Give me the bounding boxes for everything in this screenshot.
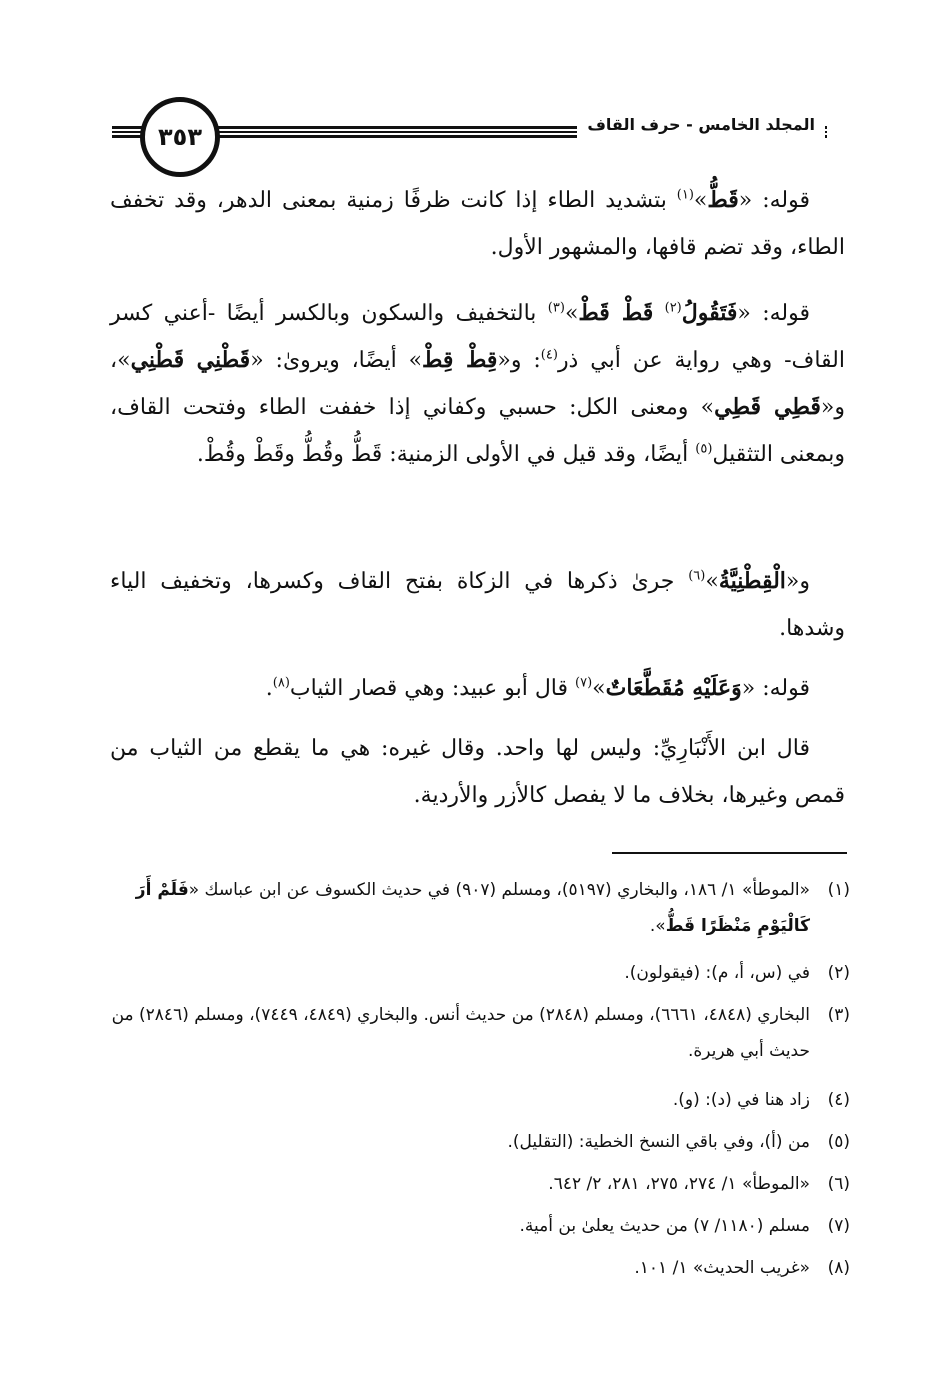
- footnote-2: [110, 955, 850, 991]
- headword: قَطْنِي قَطْنِي: [130, 347, 251, 373]
- footnote-6: [110, 1166, 850, 1202]
- footnote-number: (٤): [827, 1090, 850, 1110]
- footnote-ref[interactable]: (٢): [664, 300, 682, 316]
- footnote-number: (٨): [827, 1258, 850, 1278]
- footnote-text: «غريب الحديث» ١/ ١٠١.: [634, 1258, 810, 1278]
- page-number-text: ٣٥٣: [158, 123, 202, 151]
- footnote-quote: فَلَمْ أَرَ كَالْيَوْمِ مَنْظَرًا قَطُّ: [135, 880, 810, 936]
- footnote-4: [110, 1082, 850, 1118]
- paragraph-text: أيضًا، وقد قيل في الأولى الزمنية: قَطُّ وقُطُّ وقَطْ وقُطْ.: [196, 442, 696, 467]
- footnote-ref[interactable]: (٤): [540, 347, 558, 363]
- paragraph-text: » أيضًا، ويروىٰ: «: [250, 348, 423, 373]
- quote-close: »: [693, 188, 708, 213]
- footnote-ref[interactable]: (٣): [547, 300, 565, 316]
- footnote-number: (٣): [827, 1005, 850, 1025]
- footnote-ref[interactable]: (٥): [695, 441, 713, 457]
- footnote-body: ».: [649, 916, 666, 936]
- quote-close: »: [564, 301, 579, 326]
- footnote-8: [110, 1250, 850, 1286]
- footnote-ref[interactable]: (٦): [688, 568, 706, 584]
- footnote-text: البخاري (٤٨٤٨، ٦٦٦١)، ومسلم (٢٨٤٨) من حديث أنس. والبخاري (٤٨٤٩، ٧٤٤٩)، ومسلم (٢٨٤٦) من حديث أبي هريرة.: [111, 1005, 810, 1061]
- footnote-number: (٥): [827, 1132, 850, 1152]
- footnote-text: [110, 872, 810, 944]
- headword: فَتَقُولُ: [681, 300, 738, 326]
- quote-open: و«: [785, 569, 810, 594]
- footnote-text: في (س، أ، م): (فيقولون).: [624, 963, 810, 983]
- headword: قَطُّ: [707, 187, 739, 213]
- footnote-text: «الموطأ» ١/ ٢٧٤، ٢٧٥، ٢٨١، ٢/ ٦٤٢.: [548, 1174, 810, 1194]
- page-number: [140, 97, 220, 177]
- headword: قِطْ قِطْ: [422, 347, 498, 373]
- quote-close: »: [592, 676, 606, 701]
- running-header-title: المجلد الخامس - حرف القاف: [577, 112, 825, 138]
- paragraph-qatt: [110, 177, 845, 271]
- paragraph-qat-qat: [110, 290, 845, 478]
- footnote-text: من (أ)، وفي باقي النسخ الخطية: (التقليل).: [507, 1132, 810, 1152]
- footnote-text: زاد هنا في (د): (و).: [672, 1090, 810, 1110]
- footnote-5: [110, 1124, 850, 1160]
- headword: وَعَلَيْهِ مُقَطَّعَاتٌ: [605, 675, 742, 701]
- footnote-1: [110, 872, 850, 944]
- paragraph-text: بالتخفيف والسكون وبالكسر أيضًا -أعني كسر القاف- وهي رواية عن أبي ذر: [110, 301, 845, 373]
- footnote-ref[interactable]: (١): [676, 187, 694, 203]
- footnote-number: (٢): [827, 963, 850, 983]
- quote-open: قوله: «: [737, 301, 811, 326]
- footnote-ref[interactable]: (٨): [272, 675, 290, 691]
- paragraph-text: جرىٰ ذكرها في الزكاة بفتح القاف وكسرها، وتخفيف الياء وشدها.: [110, 569, 845, 641]
- footnote-text: مسلم (١١٨٠/ ٧) من حديث يعلىٰ بن أمية.: [519, 1216, 810, 1236]
- headword: الْقِطْنِيَّةُ: [718, 568, 786, 594]
- paragraph-text: »، و«: [110, 348, 845, 420]
- paragraph-text: بتشديد الطاء إذا كانت ظرفًا زمنية بمعنى الدهر، وقد تخفف الطاء، وقد تضم قافها، والمشهور الأول.: [110, 188, 845, 260]
- paragraph-qitniyya: [110, 558, 845, 652]
- quote-close: »: [705, 569, 719, 594]
- footnote-number: (١): [827, 880, 850, 900]
- paragraph-text: .: [265, 676, 273, 701]
- footnote-ref[interactable]: (٧): [575, 675, 593, 691]
- quote-open: قوله: «: [741, 676, 810, 701]
- paragraph-text: قال ابن الأَنْبَارِيِّ: وليس لها واحد. وقال غيره: هي ما يقطع من الثياب من قمص وغيرها، بخلاف ما لا يفصل كالأزر والأردية.: [110, 736, 845, 808]
- footnote-number: (٦): [827, 1174, 850, 1194]
- paragraph-ibn-anbari: [110, 725, 845, 819]
- footnote-body: «الموطأ» ١/ ١٨٦، والبخاري (٥١٩٧)، ومسلم (٩٠٧) في حديث الكسوف عن ابن عباسك «: [188, 880, 810, 900]
- headword: قَطِي قَطِي: [714, 394, 821, 420]
- paragraph-muqattaat: [110, 665, 845, 712]
- paragraph-text: » ومعنى الكل: حسبي وكفاني إذا خففت الطاء وفتحت القاف، وبمعنى التثقيل: [110, 395, 845, 467]
- quote-open: قوله: «: [738, 188, 810, 213]
- footnote-3: [110, 997, 850, 1069]
- paragraph-text: : و«: [497, 348, 541, 373]
- footnote-number: (٧): [827, 1216, 850, 1236]
- footnote-7: [110, 1208, 850, 1244]
- footnote-separator: [612, 852, 847, 854]
- paragraph-text: قال أبو عبيد: وهي قصار الثياب: [289, 676, 576, 701]
- headword: قَطْ قَطْ: [578, 300, 654, 326]
